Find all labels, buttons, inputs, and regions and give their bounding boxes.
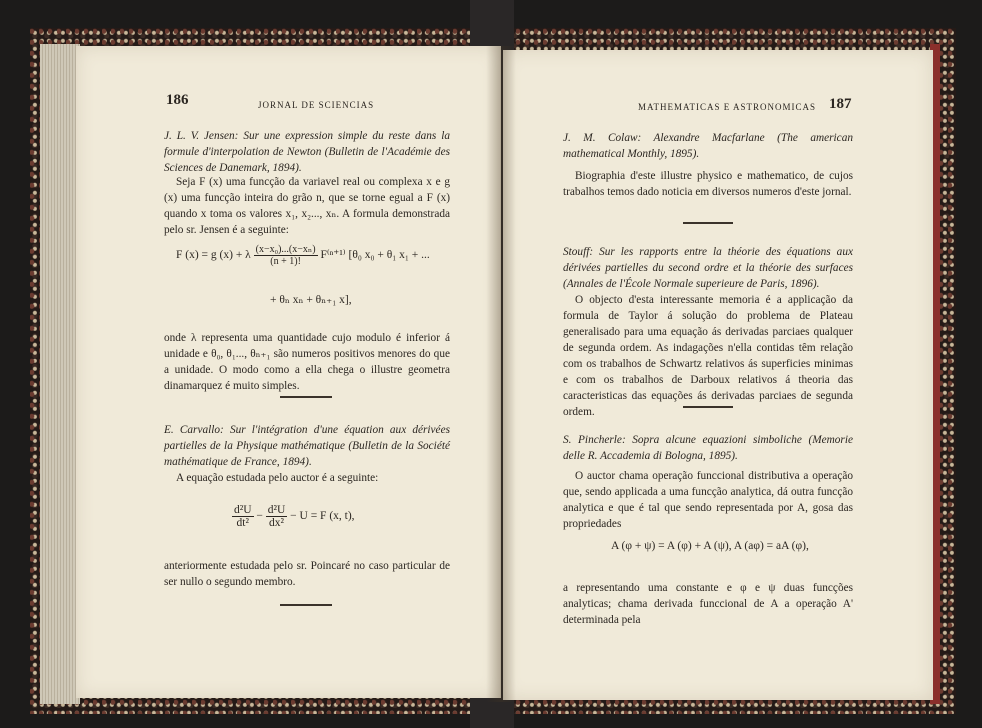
- formula-fraction: [266, 504, 288, 529]
- citation-pincherle: S. Pincherle: Sopra alcune equazioni simboliche (Memorie delle R. Accademia di Bologna, 1895).: [563, 434, 853, 462]
- paragraph: O objecto d'esta interessante memoria é a applicação da formula de Taylor á solução do problema de Plateau generalisado para uma equação ás derivadas parciaes qualquer de segunda ordem. As indagações n'ella contidas têm relação com os trabalhos de Schwartz relativos ás superficies minimas e com os trabalhos de Darboux relativos á theoria das caracteristicas das equações ás derivadas parciaes de segunda ordem.: [563, 294, 853, 418]
- formula-text: −: [256, 510, 263, 523]
- formula-jensen-line2: + θₙ xₙ + θₙ₊₁ x],: [270, 294, 352, 306]
- citation-stouff: Stouff: Sur les rapports entre la théorie des équations aux dérivées partielles du second ordre et la théorie des surfaces (Annales de l'École Normale superieure de Paris, 1896).: [563, 246, 853, 290]
- paragraph: onde λ representa uma quantidade cujo modulo é inferior á unidade e θ₀, θ₁..., θₙ₊₁ são numeros positivos menores do que a unidade. O modo como a ella chega o illustre geometra dinamarquez é muito simples.: [164, 332, 450, 392]
- section-divider: [280, 604, 332, 606]
- paragraph: A equação estudada pelo auctor é a seguinte:: [176, 472, 379, 484]
- fraction-denominator: (n + 1)!: [270, 256, 301, 267]
- formula-carvallo: [232, 504, 355, 529]
- running-head: JORNAL DE SCIENCIAS: [258, 100, 375, 110]
- fraction-denominator: dt²: [236, 517, 249, 529]
- citation-carvallo: E. Carvallo: Sur l'intégration d'une équation aux dérivées partielles de la Physique mathématique (Bulletin de la Société mathématique de France, 1894).: [164, 424, 450, 468]
- citation-jensen: J. L. V. Jensen: Sur une expression simple du reste dans la formule d'interpolation de Newton (Bulletin de l'Académie des Sciences de Danemark, 1894).: [164, 130, 450, 174]
- formula-text: F (x) = g (x) + λ: [176, 249, 251, 262]
- page-number: 187: [829, 96, 852, 112]
- citation-colaw: J. M. Colaw: Alexandre Macfarlane (The american mathematical Monthly, 1895).: [563, 132, 853, 160]
- paragraph: a representando uma constante e φ e ψ duas funcções analyticas; chama derivada funccional de A a operação A' determinada pela: [563, 582, 853, 626]
- fraction-numerator: d²U: [267, 504, 286, 516]
- formula-fraction: [232, 504, 254, 529]
- formula-text: − U = F (x, t),: [290, 510, 355, 523]
- paragraph: O auctor chama operação funccional distributiva a operação que, sendo applicada a uma funcção analytica, dá outra funcção analytica e que é tal que sendo representada por A, gosa das propriedades: [563, 470, 853, 530]
- paragraph: Seja F (x) uma funcção da variavel real ou complexa x e g (x) uma funcção inteira do grão n, que se torne egual a F (x) quando x toma os valores x₁, x₂..., xₙ. A formula demonstrada pelo sr. Jensen é a seguinte:: [164, 176, 450, 236]
- section-divider: [683, 222, 733, 224]
- paragraph: Biographia d'este illustre physico e mathematico, de cujos trabalhos temos dado noticia em diversos numeros d'este jornal.: [563, 170, 853, 198]
- section-divider: [280, 396, 332, 398]
- fraction-numerator: d²U: [234, 504, 252, 516]
- gutter-shadow: [486, 46, 516, 702]
- formula-jensen-line1: [176, 244, 430, 267]
- formula-text: F⁽ⁿ⁺¹⁾ [θ₀ x₀ + θ₁ x₁ + ...: [320, 249, 430, 262]
- paragraph: anteriormente estudada pelo sr. Poincaré no caso particular de ser nullo o segundo membro.: [164, 560, 450, 588]
- running-head: MATHEMATICAS E ASTRONOMICAS: [638, 102, 817, 112]
- fraction-numerator: (x−x₀)...(x−xₙ): [255, 244, 316, 255]
- formula-pincherle: A (φ + ψ) = A (φ) + A (ψ), A (aφ) = aA (φ),: [611, 540, 809, 552]
- page-number: 186: [166, 92, 189, 108]
- section-divider: [683, 406, 733, 408]
- page-edges: [40, 44, 80, 704]
- formula-fraction: [254, 244, 318, 267]
- right-page: [503, 50, 933, 700]
- left-page: [76, 46, 501, 698]
- fraction-denominator: dx²: [269, 517, 284, 529]
